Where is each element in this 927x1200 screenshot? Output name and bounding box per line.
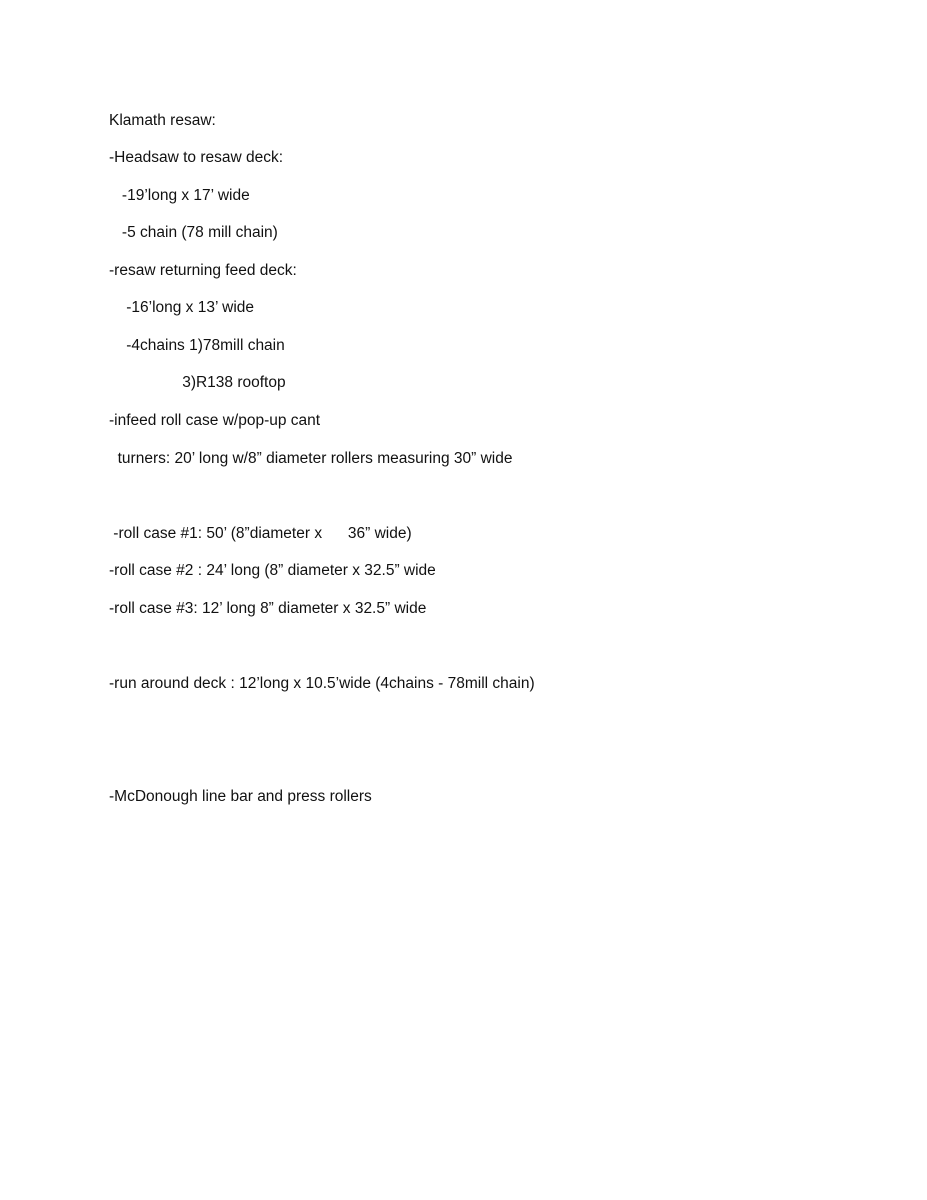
doc-line-returning-deck: -resaw returning feed deck: xyxy=(109,262,297,279)
doc-line-roll-case-3: -roll case #3: 12’ long 8” diameter x 32.5” wide xyxy=(109,600,427,617)
doc-line-run-around-deck: -run around deck : 12’long x 10.5’wide (4chains - 78mill chain) xyxy=(109,675,535,692)
doc-line-mcdonough: -McDonough line bar and press rollers xyxy=(109,788,372,805)
doc-line-headsaw-deck: -Headsaw to resaw deck: xyxy=(109,149,284,166)
doc-line-headsaw-size: -19’long x 17’ wide xyxy=(109,187,250,204)
doc-line-returning-chains: -4chains 1)78mill chain xyxy=(109,337,285,354)
doc-line-turners: turners: 20’ long w/8” diameter rollers measuring 30” wide xyxy=(109,450,513,467)
doc-line-roll-case-2: -roll case #2 : 24’ long (8” diameter x 32.5” wide xyxy=(109,562,436,579)
doc-line-returning-rooftop: 3)R138 rooftop xyxy=(109,374,286,391)
doc-line-returning-size: -16’long x 13’ wide xyxy=(109,299,255,316)
doc-line-headsaw-chain: -5 chain (78 mill chain) xyxy=(109,224,278,241)
doc-title: Klamath resaw: xyxy=(109,112,216,129)
doc-line-roll-case-1: -roll case #1: 50’ (8”diameter x 36” wide) xyxy=(109,525,412,542)
doc-line-infeed-roll-case: -infeed roll case w/pop-up cant xyxy=(109,412,321,429)
